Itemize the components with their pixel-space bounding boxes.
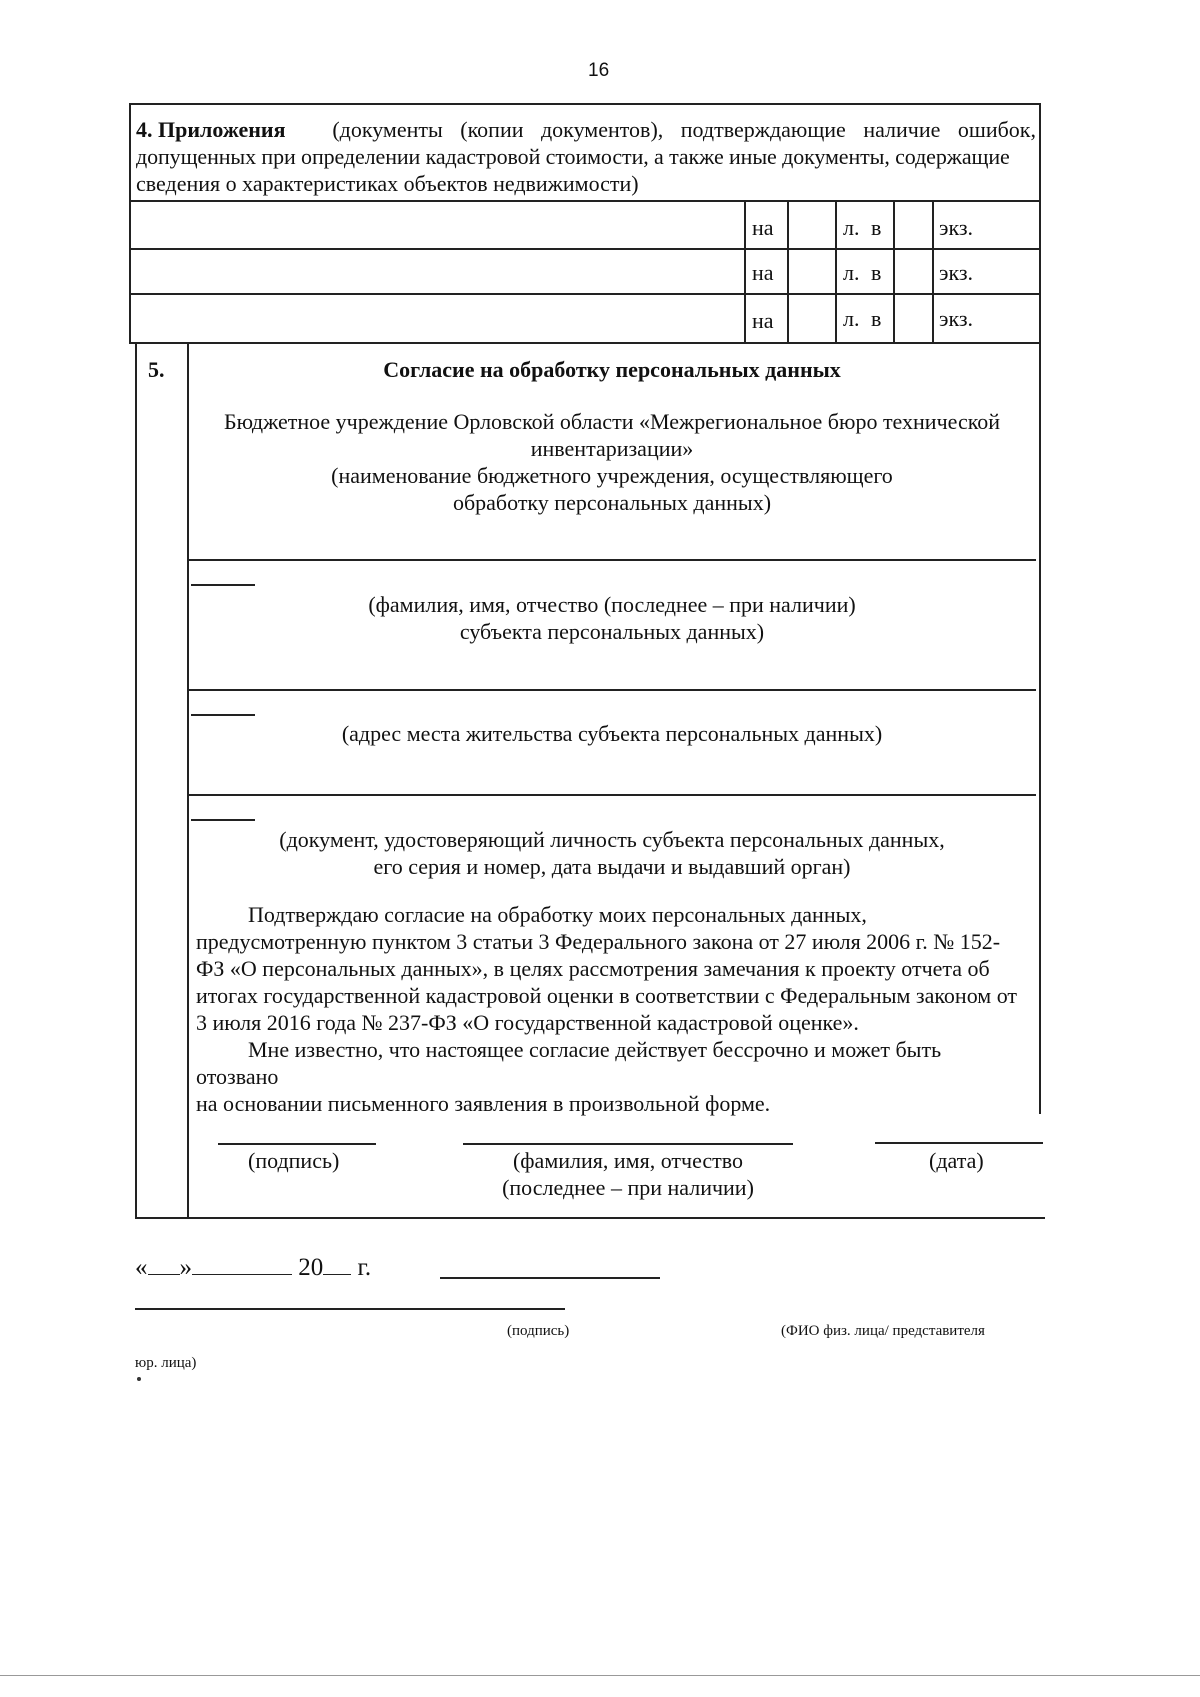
col-divider xyxy=(744,200,746,343)
stray-dot xyxy=(137,1377,141,1381)
section4-text-line1: (документы (копии документов), подтверждающие наличие ошибок, xyxy=(332,117,1036,142)
date-day-blank xyxy=(148,1252,180,1275)
document-short-line xyxy=(191,819,255,821)
document-caption-line2: его серия и номер, дата выдачи и выдавший орган) xyxy=(373,854,851,879)
section4-header xyxy=(136,116,1036,197)
attachment-row-3-lv: л. в xyxy=(843,306,882,331)
date-month-blank xyxy=(192,1252,292,1275)
section5-border-bottom xyxy=(135,1217,1045,1219)
fio-short-line xyxy=(191,584,255,586)
section5-title: Согласие на обработку персональных данных xyxy=(383,357,841,382)
date-year-blank xyxy=(323,1252,351,1275)
col-divider xyxy=(835,200,837,343)
table-border-right xyxy=(1039,103,1041,344)
consent-line4: итогах государственной кадастровой оценки в соответствии с Федеральным законом от xyxy=(196,983,1018,1008)
document-input-line xyxy=(188,794,1036,796)
footer-signature-line xyxy=(135,1308,565,1310)
footer-signature-caption: (подпись) xyxy=(507,1323,570,1339)
attachment-row-2-lv: л. в xyxy=(843,260,882,285)
organization-line1: Бюджетное учреждение Орловской области «Межрегиональное бюро технической xyxy=(223,409,1001,434)
col-divider xyxy=(787,200,789,343)
consent-paragraph xyxy=(196,901,1036,1117)
organization-name xyxy=(188,408,1036,516)
attachment-row-1-lv: л. в xyxy=(843,215,882,240)
date-year: 20 xyxy=(298,1254,324,1281)
page-number: 16 xyxy=(588,60,610,81)
section4-text-line2: допущенных при определении кадастровой стоимости, а также иные документы, содержащие xyxy=(136,144,1010,169)
fio-caption-line2: субъекта персональных данных) xyxy=(459,619,765,644)
signature-line xyxy=(218,1143,376,1145)
revocation-line2: отозвано xyxy=(196,1064,279,1089)
scan-edge-line xyxy=(0,1675,1200,1676)
attachment-row-2-ekz: экз. xyxy=(939,260,974,285)
consent-line1: Подтверждаю согласие на обработку моих персональных данных, xyxy=(248,902,867,927)
signature-caption: (подпись) xyxy=(248,1148,340,1173)
col-divider xyxy=(893,200,895,343)
signer-name-caption-line2: (последнее – при наличии) xyxy=(502,1175,754,1200)
address-caption: (адрес места жительства субъекта персональных данных) xyxy=(341,721,883,746)
date-line xyxy=(875,1142,1043,1144)
section4-text-line3: сведения о характеристиках объектов недвижимости) xyxy=(136,171,639,196)
date-g: г. xyxy=(357,1254,372,1281)
footer-fio-caption: (ФИО физ. лица/ представителя xyxy=(781,1323,985,1339)
revocation-line1: Мне известно, что настоящее согласие действует бессрочно и может быть xyxy=(248,1037,942,1062)
consent-line5: 3 июля 2016 года № 237-ФЗ «О государственной кадастровой оценке». xyxy=(196,1010,859,1035)
fio-input-line xyxy=(188,559,1036,561)
date-quote-close: » xyxy=(179,1254,192,1281)
address-input-line xyxy=(188,689,1036,691)
organization-caption1: (наименование бюджетного учреждения, осуществляющего xyxy=(331,463,893,488)
row-divider xyxy=(129,293,1041,295)
attachment-row-3-na: на xyxy=(752,308,774,333)
organization-line2: инвентаризации» xyxy=(530,436,694,461)
consent-line2: предусмотренную пунктом 3 статьи 3 Федерального закона от 27 июля 2006 г. № 152- xyxy=(196,929,1001,954)
footer-right-blank xyxy=(440,1277,660,1279)
signer-name-caption xyxy=(463,1147,793,1201)
date-quote-open: « xyxy=(135,1254,148,1281)
section4-number: 4. xyxy=(136,117,153,142)
section5-border-left xyxy=(135,342,137,1219)
table-border-left xyxy=(129,103,131,344)
row-divider xyxy=(129,342,1041,344)
document-caption xyxy=(188,826,1036,880)
fio-caption-line1: (фамилия, имя, отчество (последнее – при наличии) xyxy=(368,592,856,617)
section4-title: Приложения xyxy=(158,117,286,142)
fio-caption xyxy=(188,591,1036,645)
signer-name-line xyxy=(463,1143,793,1145)
attachment-row-1-ekz: экз. xyxy=(939,215,974,240)
footer-fio-caption-cont: юр. лица) xyxy=(135,1355,197,1371)
consent-line3: ФЗ «О персональных данных», в целях рассмотрения замечания к проекту отчета об xyxy=(196,956,990,981)
attachment-row-1-na: на xyxy=(752,215,774,240)
row-divider xyxy=(129,200,1041,202)
attachment-row-3-ekz: экз. xyxy=(939,306,974,331)
section5-number: 5. xyxy=(148,357,165,382)
address-short-line xyxy=(191,714,255,716)
table-border-top xyxy=(129,103,1041,105)
organization-caption2: обработку персональных данных) xyxy=(452,490,772,515)
revocation-line3: на основании письменного заявления в произвольной форме. xyxy=(196,1091,771,1116)
signer-name-caption-line1: (фамилия, имя, отчество xyxy=(512,1148,744,1173)
date-caption: (дата) xyxy=(929,1148,984,1173)
row-divider xyxy=(129,248,1041,250)
document-caption-line1: (документ, удостоверяющий личность субъекта персональных данных, xyxy=(279,827,945,852)
footer-date xyxy=(135,1252,371,1283)
attachment-row-2-na: на xyxy=(752,260,774,285)
section5-border-right xyxy=(1039,342,1041,1114)
col-divider xyxy=(932,200,934,343)
